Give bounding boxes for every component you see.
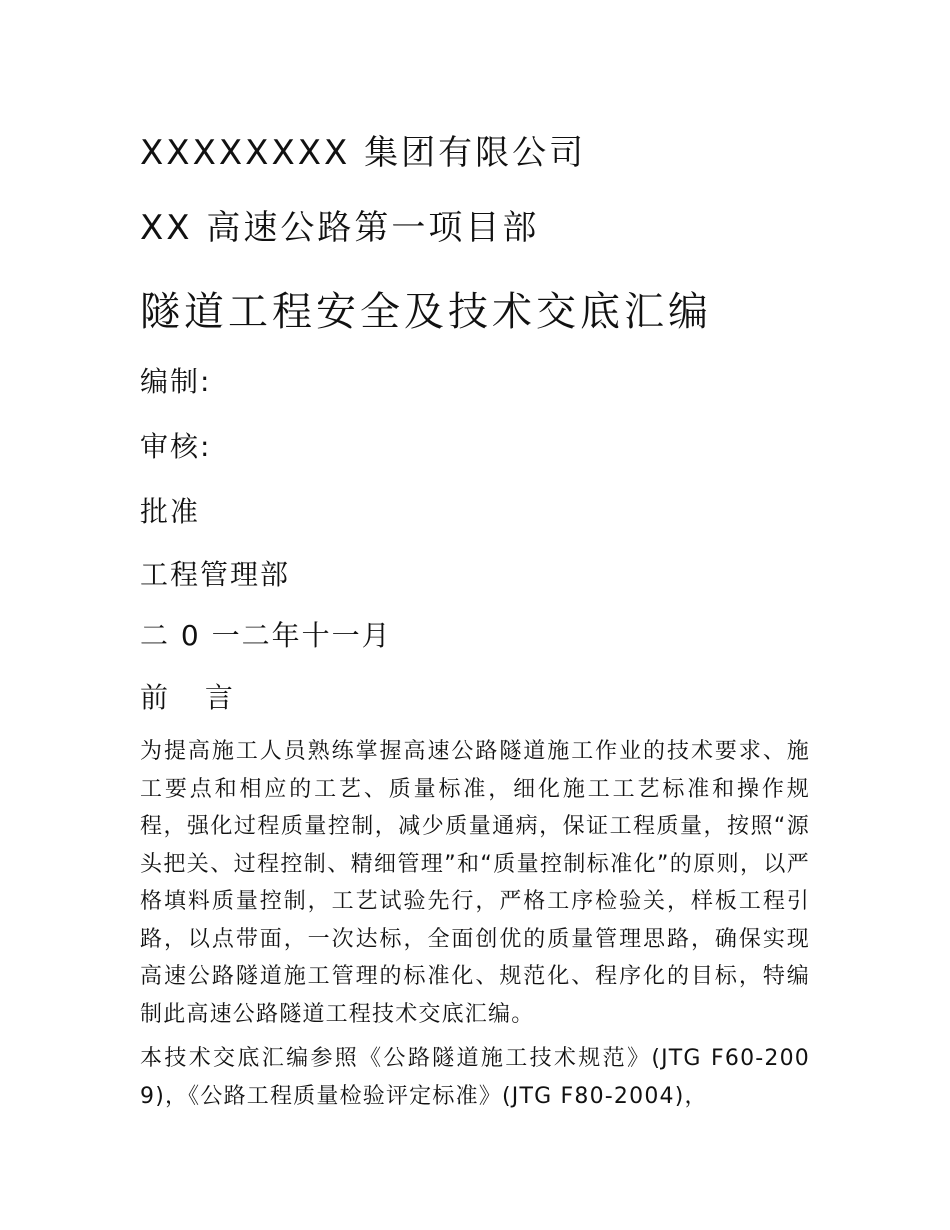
preface-heading: 前 言	[140, 681, 247, 714]
issuing-department: 工程管理部	[140, 558, 291, 591]
preface-paragraph-2: 本技术交底汇编参照《公路隧道施工技术规范》(JTG F60-2009)，《公路工程质量检验评定标准》(JTG F80-2004)，	[140, 1046, 810, 1109]
preface-paragraph-1: 为提高施工人员熟练掌握高速公路隧道施工作业的技术要求、施工要点和相应的工艺、质量标准，细化施工工艺标准和操作规程，强化过程质量控制，减少质量通病，保证工程质量，按照“源头把关、过程控制、精细管理”和“质量控制标准化”的原则，以严格填料质量控制，工艺试验先行，严格工序检验关，样板工程引路，以点带面，一次达标，全面创优的质量管理思路，确保实现高速公路隧道施工管理的标准化、规范化、程序化的目标，特编制此高速公路隧道工程技术交底汇编。	[140, 739, 810, 1027]
company-name: XXXXXXXX 集团有限公司	[140, 133, 587, 173]
compiled-by-label: 编制:	[140, 365, 212, 398]
document-title: 隧道工程安全及技术交底汇编	[140, 289, 712, 335]
reviewed-by-label: 审核:	[140, 430, 212, 463]
document-date: 二 0 一二年十一月	[140, 619, 392, 652]
approved-by-label: 批准	[140, 495, 201, 528]
department-name: XX 高速公路第一项目部	[140, 208, 540, 248]
